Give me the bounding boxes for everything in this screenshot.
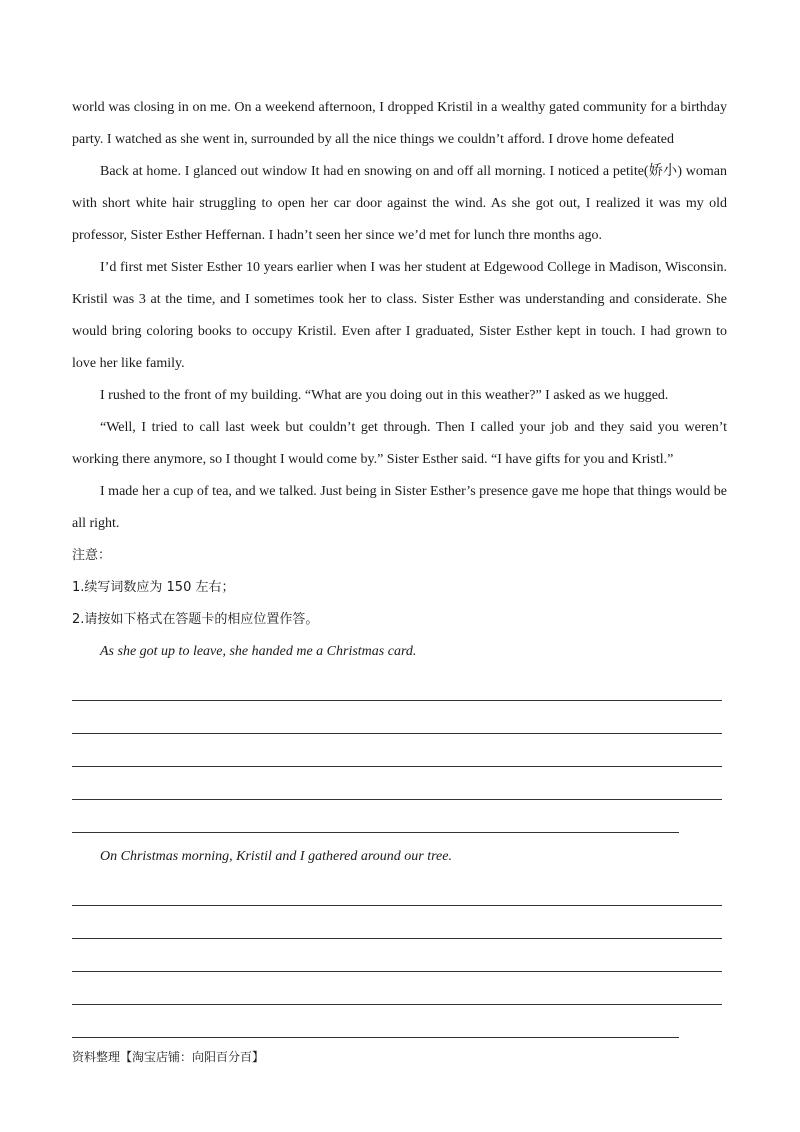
paragraph-4: I rushed to the front of my building. “What are you doing out in this weather?” I asked as we hugged. [100, 388, 669, 403]
answer-line [72, 800, 679, 833]
answer-lines-1 [72, 668, 727, 833]
footer-source: 资料整理【淘宝店铺：向阳百分百】 [72, 1050, 265, 1064]
document-page [72, 92, 727, 1038]
answer-line [72, 734, 722, 767]
notes-item-2: 2.请按如下格式在答题卡的相应位置作答。 [72, 612, 319, 627]
answer-line [72, 668, 722, 701]
answer-line [72, 906, 722, 939]
paragraph-3: I’d first met Sister Esther 10 years earlier when I was her student at Edgewood College in Madison, Wisconsin. Kristil was 3 at the time, and I sometimes took her to class. Sister Esther was understanding and considerate. She would bring coloring books to occupy Kristil. Even after I graduated, Sister Esther kept in touch. I had grown to love her like family. [72, 260, 727, 371]
answer-line [72, 701, 722, 734]
continuation-prompt-1: As she got up to leave, she handed me a Christmas card. [100, 644, 417, 659]
answer-line [72, 972, 722, 1005]
notes-heading: 注意： [72, 548, 112, 563]
answer-lines-2 [72, 873, 727, 1038]
answer-line [72, 873, 722, 906]
answer-line [72, 767, 722, 800]
notes-item-1: 1.续写词数应为 150 左右； [72, 580, 235, 595]
paragraph-1: world was closing in on me. On a weekend afternoon, I dropped Kristil in a wealthy gated community for a birthday party. I watched as she went in, surrounded by all the nice things we couldn’t afford. I drove home defeated [72, 100, 727, 147]
paragraph-2: Back at home. I glanced out window It had en snowing on and off all morning. I noticed a petite(娇小) woman with short white hair struggling to open her car door against the wind. As she got out, I realized it was my old professor, Sister Esther Heffernan. I hadn’t seen her since we’d met for lunch thre months ago. [72, 164, 727, 243]
paragraph-6: I made her a cup of tea, and we talked. Just being in Sister Esther’s presence gave me hope that things would be all right. [72, 484, 727, 531]
answer-line [72, 1005, 679, 1038]
paragraph-5: “Well, I tried to call last week but couldn’t get through. Then I called your job and they said you weren’t working there anymore, so I thought I would come by.” Sister Esther said. “I have gifts for you and Kristl.” [72, 420, 727, 467]
spacer [72, 833, 727, 841]
continuation-prompt-2: On Christmas morning, Kristil and I gathered around our tree. [100, 849, 452, 864]
answer-line [72, 939, 722, 972]
